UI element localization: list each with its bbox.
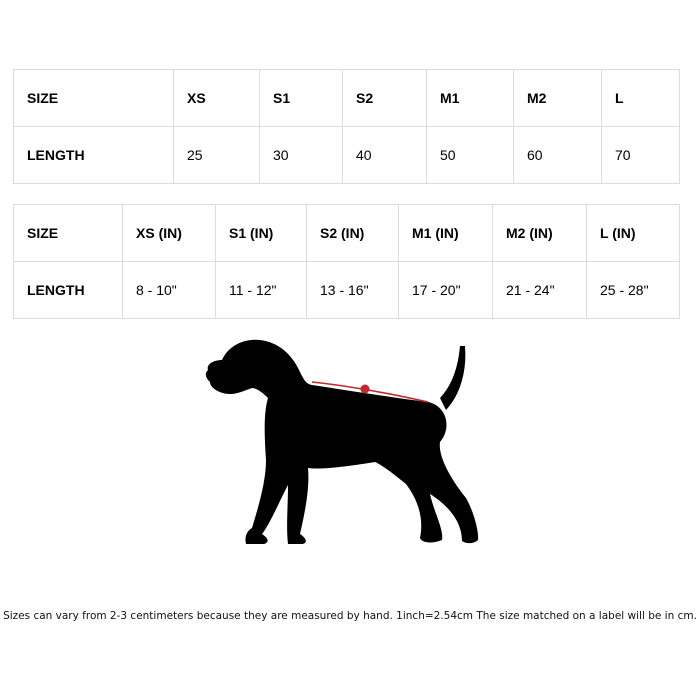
size-header-label: SIZE [14,70,174,127]
length-value-s2-in: 13 - 16" [307,262,399,319]
length-row [14,127,680,184]
size-header-label: SIZE [14,205,123,262]
size-table-inches [13,204,680,319]
length-value-xs: 25 [174,127,260,184]
size-header-row [14,70,680,127]
length-value-s1: 30 [260,127,343,184]
length-value-m1: 50 [427,127,514,184]
dog-silhouette-icon [200,338,490,548]
size-header-m1-in: M1 (IN) [399,205,493,262]
length-value-m2: 60 [514,127,602,184]
length-value-xs-in: 8 - 10" [123,262,216,319]
size-header-m2: M2 [514,70,602,127]
dog-body [206,340,478,544]
size-header-xs: XS [174,70,260,127]
size-header-m2-in: M2 (IN) [493,205,587,262]
size-header-row [14,205,680,262]
measurement-footnote: Sizes can vary from 2-3 centimeters because they are measured by hand. 1inch=2.54cm The size matched on a label will be in cm. [3,610,697,622]
size-header-l-in: L (IN) [587,205,680,262]
length-row [14,262,680,319]
length-value-s2: 40 [343,127,427,184]
size-header-s2-in: S2 (IN) [307,205,399,262]
size-header-xs-in: XS (IN) [123,205,216,262]
size-header-m1: M1 [427,70,514,127]
size-table-cm [13,69,680,184]
length-value-m1-in: 17 - 20" [399,262,493,319]
length-value-m2-in: 21 - 24" [493,262,587,319]
size-header-s1-in: S1 (IN) [216,205,307,262]
length-row-label: LENGTH [14,127,174,184]
size-header-s2: S2 [343,70,427,127]
measure-marker-dot [361,385,370,394]
length-value-s1-in: 11 - 12" [216,262,307,319]
size-header-s1: S1 [260,70,343,127]
length-value-l: 70 [602,127,680,184]
length-value-l-in: 25 - 28" [587,262,680,319]
size-header-l: L [602,70,680,127]
length-row-label: LENGTH [14,262,123,319]
